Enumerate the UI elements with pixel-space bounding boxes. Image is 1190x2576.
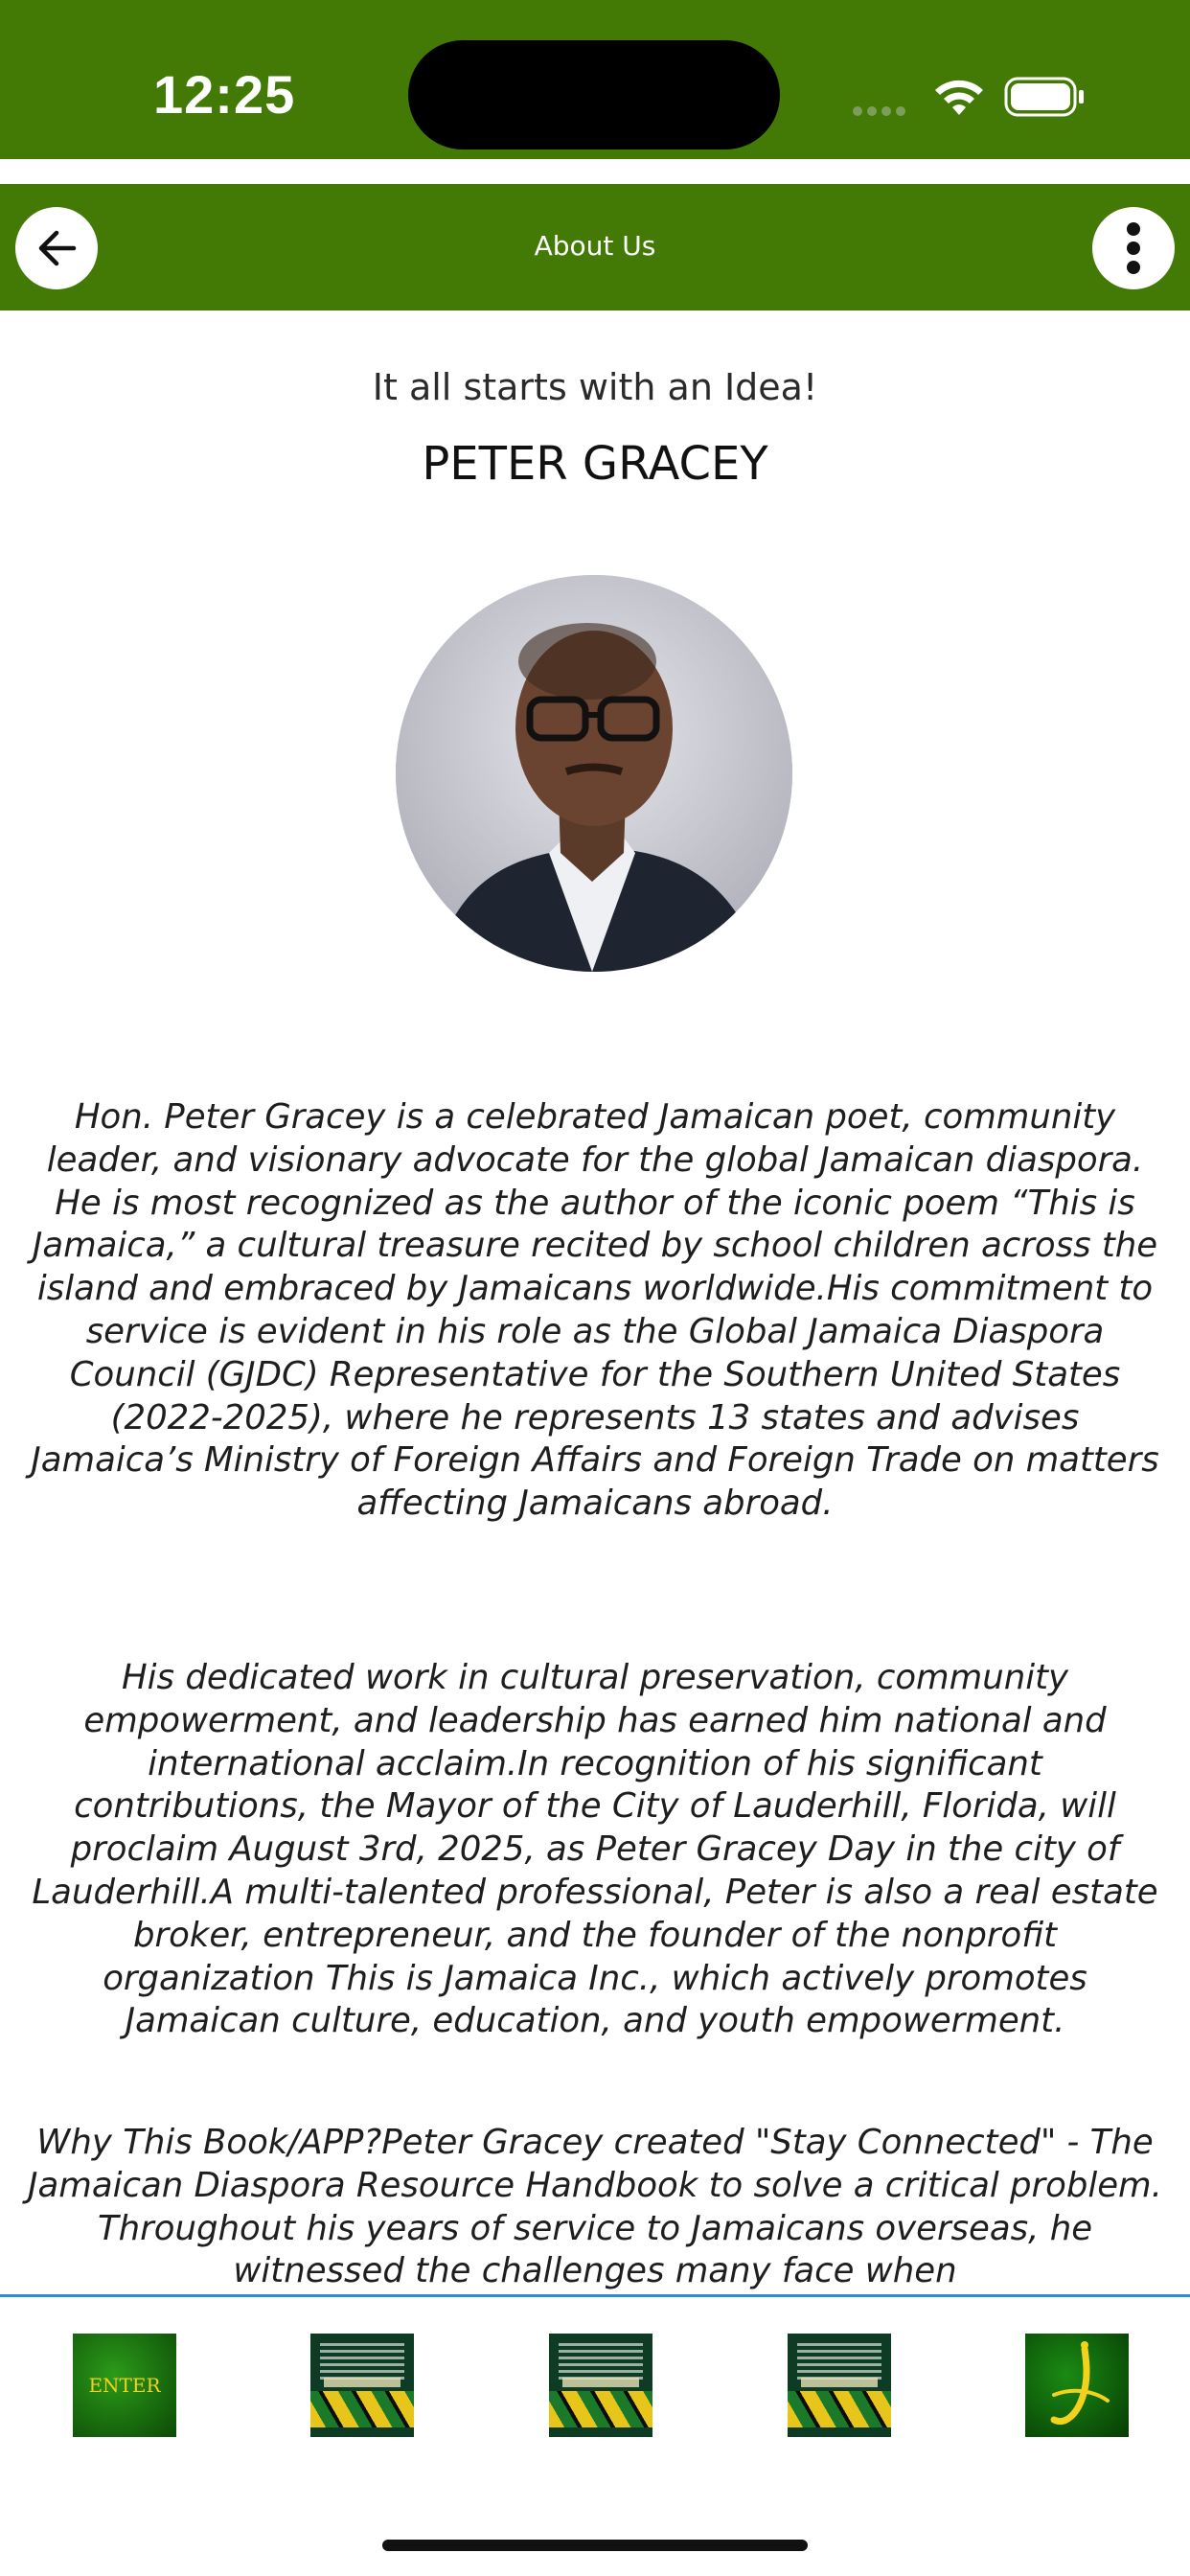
handbook-cover-icon [788,2334,891,2437]
handbook-tab-3[interactable] [788,2334,891,2437]
header-spacer [0,159,1190,184]
handbook-cover-icon [549,2334,652,2437]
handbook-cover-icon [310,2334,414,2437]
cellular-signal-icon [853,102,912,115]
more-options-button[interactable] [1092,207,1175,289]
more-vertical-icon [1124,221,1143,275]
profile-photo [396,575,792,972]
tagline: It all starts with an Idea! [372,366,818,408]
about-content[interactable] [0,310,1190,2294]
wifi-icon [931,77,987,119]
app-header [0,184,1190,310]
enter-tab[interactable] [73,2334,176,2437]
bio-paragraph: Hon. Peter Gracey is a celebrated Jamaican poet, community leader, and visionary advocate for the global Jamaican diaspora. He is most recognized as the author of the iconic poem “This is Jamaica,” a cultural treasure recited by school children across the island and embraced by Jamaicans worldwide.His commitment to service is evident in his role as the Global Jamaica Diaspora Council (GJDC) Representative for the Southern United States (2022-2025), where he represents 13 states and advises Jamaica’s Ministry of Foreign Affairs and Foreign Trade on matters affecting Jamaicans abroad. [31,1097,1159,1524]
bio-paragraph: His dedicated work in cultural preservation, community empowerment, and leadership has earned him national and international acclaim.In recognition of his significant contributions, the Mayor of the City of Lauderhill, Florida, will proclaim August 3rd, 2025, as Peter Gracey Day in the city of Lauderhill.A multi-talented professional, Peter is also a real estate broker, entrepreneur, and the founder of the nonprofit organization This is Jamaica Inc., which actively promotes Jamaican culture, education, and youth empowerment. [32,1658,1158,2041]
enter-label: ENTER [88,2374,161,2397]
j-logo-icon [1025,2334,1129,2437]
dynamic-island [408,40,780,150]
status-time: 12:25 [153,64,296,125]
handbook-tab-1[interactable] [310,2334,414,2437]
battery-icon [1004,77,1087,117]
page-title: About Us [534,230,656,262]
handbook-tab-2[interactable] [549,2334,652,2437]
bottom-tab-bar [0,2297,1190,2576]
person-name: PETER GRACEY [422,437,768,491]
bio-paragraph: Why This Book/APP?Peter Gracey created "Stay Connected" - The Jamaican Diaspora Resource Handbook to solve a critical problem. Throughout his years of service to Jamaicans overseas, he witnessed the challenges many face when [28,2123,1162,2291]
j-logo-tab[interactable] [1025,2334,1129,2437]
home-indicator[interactable] [382,2540,808,2551]
enter-tile [73,2334,176,2437]
status-bar [0,0,1190,159]
